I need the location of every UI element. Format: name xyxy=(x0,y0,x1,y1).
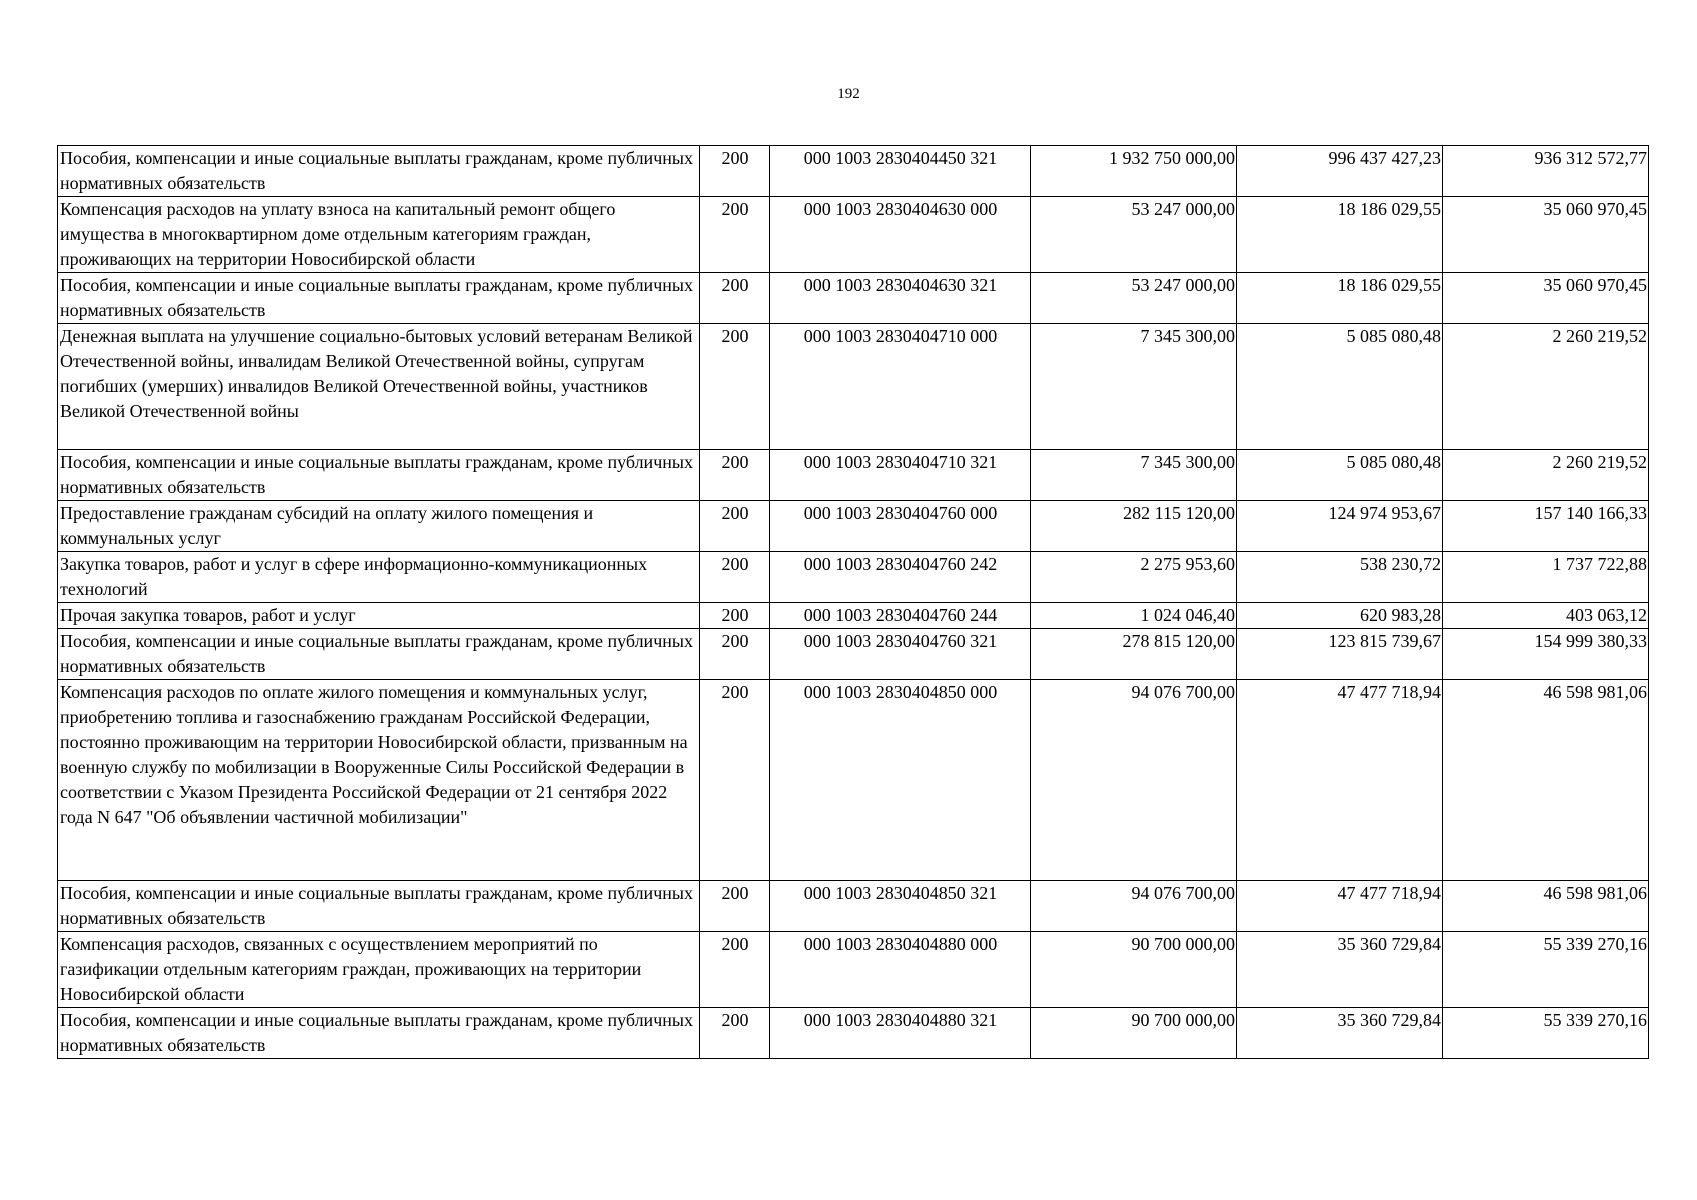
row-executed: 35 360 729,84 xyxy=(1237,1008,1443,1059)
row-approved: 7 345 300,00 xyxy=(1031,450,1237,501)
row-name: Пособия, компенсации и иные социальные выплаты гражданам, кроме публичных нормативных обязательств xyxy=(58,629,700,680)
table-row xyxy=(58,680,1649,881)
row-name: Компенсация расходов по оплате жилого помещения и коммунальных услуг, приобретению топлива и газоснабжению гражданам Российской Федерации, постоянно проживающим на территории Новосибирской области, призванным на военную службу по мобилизации в Вооруженные Силы Российской Федерации в соответствии с Указом Президента Российской Федерации от 21 сентября 2022 года N 647 "Об объявлении частичной мобилизации" xyxy=(58,680,700,881)
row-kbk: 000 1003 2830404880 000 xyxy=(770,932,1031,1008)
table-row xyxy=(58,324,1649,450)
row-kbk: 000 1003 2830404710 000 xyxy=(770,324,1031,450)
row-name: Пособия, компенсации и иные социальные выплаты гражданам, кроме публичных нормативных обязательств xyxy=(58,146,700,197)
row-unexecuted: 46 598 981,06 xyxy=(1443,881,1649,932)
row-executed: 124 974 953,67 xyxy=(1237,501,1443,552)
row-executed: 47 477 718,94 xyxy=(1237,881,1443,932)
row-executed: 47 477 718,94 xyxy=(1237,680,1443,881)
row-code: 200 xyxy=(700,603,770,629)
page-number: 192 xyxy=(837,86,860,102)
row-code: 200 xyxy=(700,197,770,273)
row-kbk: 000 1003 2830404760 321 xyxy=(770,629,1031,680)
table-row xyxy=(58,629,1649,680)
row-approved: 1 024 046,40 xyxy=(1031,603,1237,629)
row-name: Предоставление гражданам субсидий на оплату жилого помещения и коммунальных услуг xyxy=(58,501,700,552)
table-row xyxy=(58,1008,1649,1059)
row-kbk: 000 1003 2830404760 242 xyxy=(770,552,1031,603)
row-kbk: 000 1003 2830404850 000 xyxy=(770,680,1031,881)
row-kbk: 000 1003 2830404760 000 xyxy=(770,501,1031,552)
row-code: 200 xyxy=(700,881,770,932)
row-code: 200 xyxy=(700,1008,770,1059)
row-executed: 123 815 739,67 xyxy=(1237,629,1443,680)
row-code: 200 xyxy=(700,501,770,552)
row-name: Пособия, компенсации и иные социальные выплаты гражданам, кроме публичных нормативных обязательств xyxy=(58,450,700,501)
row-approved: 278 815 120,00 xyxy=(1031,629,1237,680)
row-unexecuted: 1 737 722,88 xyxy=(1443,552,1649,603)
budget-table xyxy=(57,145,1649,1059)
row-kbk: 000 1003 2830404850 321 xyxy=(770,881,1031,932)
row-approved: 94 076 700,00 xyxy=(1031,881,1237,932)
row-unexecuted: 35 060 970,45 xyxy=(1443,197,1649,273)
table-row xyxy=(58,197,1649,273)
row-approved: 90 700 000,00 xyxy=(1031,1008,1237,1059)
row-unexecuted: 157 140 166,33 xyxy=(1443,501,1649,552)
row-approved: 2 275 953,60 xyxy=(1031,552,1237,603)
row-name: Компенсация расходов, связанных с осуществлением мероприятий по газификации отдельным категориям граждан, проживающих на территории Новосибирской области xyxy=(58,932,700,1008)
row-executed: 620 983,28 xyxy=(1237,603,1443,629)
row-code: 200 xyxy=(700,629,770,680)
row-executed: 35 360 729,84 xyxy=(1237,932,1443,1008)
row-executed: 18 186 029,55 xyxy=(1237,273,1443,324)
row-kbk: 000 1003 2830404880 321 xyxy=(770,1008,1031,1059)
table-row xyxy=(58,501,1649,552)
row-executed: 5 085 080,48 xyxy=(1237,324,1443,450)
row-approved: 7 345 300,00 xyxy=(1031,324,1237,450)
table-row xyxy=(58,552,1649,603)
table-row xyxy=(58,603,1649,629)
row-executed: 5 085 080,48 xyxy=(1237,450,1443,501)
table-row xyxy=(58,273,1649,324)
row-unexecuted: 55 339 270,16 xyxy=(1443,932,1649,1008)
row-unexecuted: 35 060 970,45 xyxy=(1443,273,1649,324)
row-code: 200 xyxy=(700,324,770,450)
row-name: Денежная выплата на улучшение социально-бытовых условий ветеранам Великой Отечественной войны, инвалидам Великой Отечественной войны, супругам погибших (умерших) инвалидов Великой Отечественной войны, участников Великой Отечественной войны xyxy=(58,324,700,450)
row-kbk: 000 1003 2830404710 321 xyxy=(770,450,1031,501)
row-unexecuted: 936 312 572,77 xyxy=(1443,146,1649,197)
row-code: 200 xyxy=(700,273,770,324)
row-unexecuted: 403 063,12 xyxy=(1443,603,1649,629)
table-row xyxy=(58,146,1649,197)
row-kbk: 000 1003 2830404630 321 xyxy=(770,273,1031,324)
row-approved: 90 700 000,00 xyxy=(1031,932,1237,1008)
row-name: Пособия, компенсации и иные социальные выплаты гражданам, кроме публичных нормативных обязательств xyxy=(58,881,700,932)
row-code: 200 xyxy=(700,146,770,197)
row-approved: 94 076 700,00 xyxy=(1031,680,1237,881)
row-name: Закупка товаров, работ и услуг в сфере информационно-коммуникационных технологий xyxy=(58,552,700,603)
row-approved: 53 247 000,00 xyxy=(1031,197,1237,273)
row-approved: 1 932 750 000,00 xyxy=(1031,146,1237,197)
row-name: Пособия, компенсации и иные социальные выплаты гражданам, кроме публичных нормативных обязательств xyxy=(58,273,700,324)
row-unexecuted: 46 598 981,06 xyxy=(1443,680,1649,881)
row-name: Пособия, компенсации и иные социальные выплаты гражданам, кроме публичных нормативных обязательств xyxy=(58,1008,700,1059)
row-executed: 18 186 029,55 xyxy=(1237,197,1443,273)
row-code: 200 xyxy=(700,932,770,1008)
table-row xyxy=(58,881,1649,932)
row-unexecuted: 2 260 219,52 xyxy=(1443,324,1649,450)
row-unexecuted: 154 999 380,33 xyxy=(1443,629,1649,680)
row-kbk: 000 1003 2830404450 321 xyxy=(770,146,1031,197)
table-row xyxy=(58,932,1649,1008)
row-approved: 282 115 120,00 xyxy=(1031,501,1237,552)
row-unexecuted: 55 339 270,16 xyxy=(1443,1008,1649,1059)
row-executed: 996 437 427,23 xyxy=(1237,146,1443,197)
row-unexecuted: 2 260 219,52 xyxy=(1443,450,1649,501)
row-kbk: 000 1003 2830404760 244 xyxy=(770,603,1031,629)
row-kbk: 000 1003 2830404630 000 xyxy=(770,197,1031,273)
row-name: Компенсация расходов на уплату взноса на капитальный ремонт общего имущества в многоквартирном доме отдельным категориям граждан, проживающих на территории Новосибирской области xyxy=(58,197,700,273)
table-row xyxy=(58,450,1649,501)
row-code: 200 xyxy=(700,552,770,603)
row-code: 200 xyxy=(700,450,770,501)
row-code: 200 xyxy=(700,680,770,881)
row-approved: 53 247 000,00 xyxy=(1031,273,1237,324)
row-name: Прочая закупка товаров, работ и услуг xyxy=(58,603,700,629)
row-executed: 538 230,72 xyxy=(1237,552,1443,603)
